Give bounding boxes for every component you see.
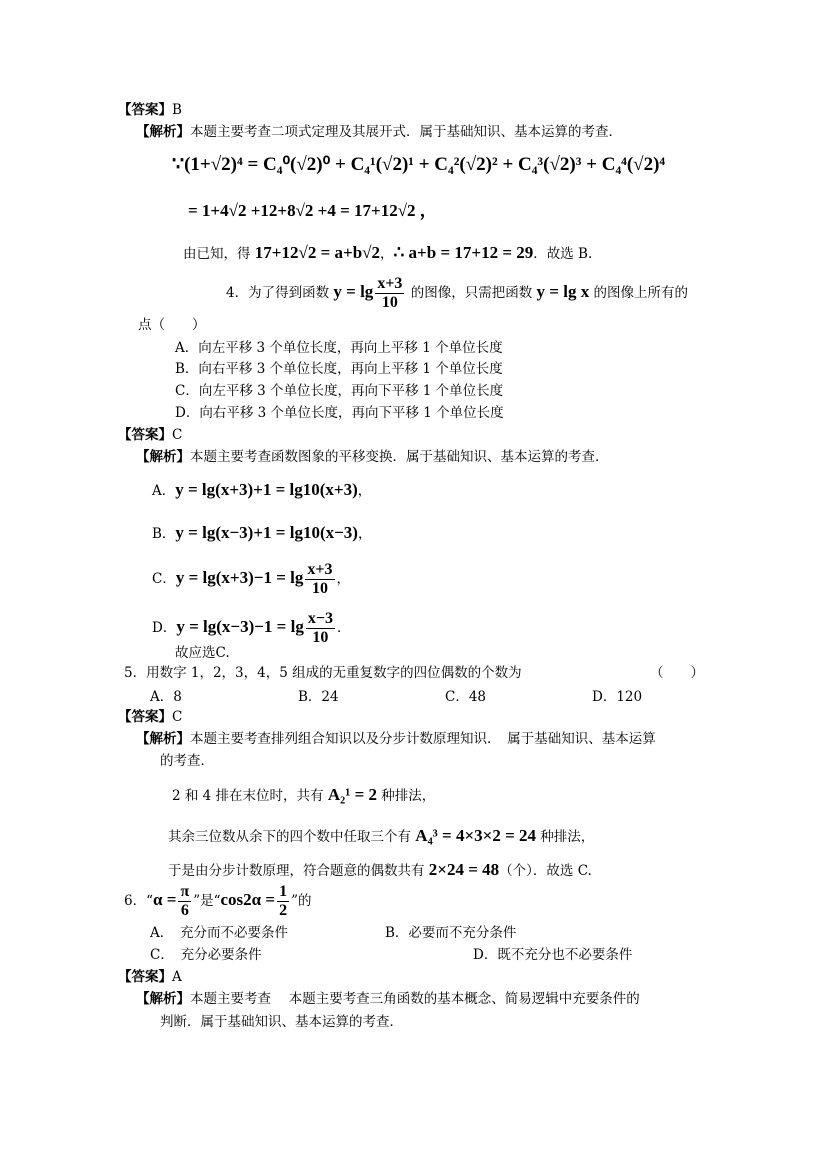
q5-option-c: C．48 [445,689,487,705]
q4-eq-d [152,607,350,648]
q3-analysis [136,122,622,142]
formula: cos2α = [220,890,276,909]
numerator: π [180,883,190,900]
formula: y = lg(x+3)−1 = lg [175,568,304,587]
label: A． [152,483,176,499]
formula: α = [153,890,177,909]
denominator: 10 [311,580,328,597]
formula: y = lg(x−3)−1 = lg [176,617,304,636]
text: 种排法， [536,829,595,845]
q6-analysis-cont: 判断．属于基础知识、基本运算的考查． [160,1014,403,1030]
q4-eq-b [152,523,371,544]
q6-option-b: B．必要而不充分条件 [385,925,517,941]
analysis-text: 本题主要考查排列组合知识以及分步计数原理知识． 属于基础知识、基本运算 [190,731,656,747]
q6-option-a: A． 充分而不必要条件 [150,925,288,941]
denominator: 10 [381,294,398,311]
answer-value: C [172,709,183,725]
q5-step-3 [168,860,592,881]
q4-option-c: C．向左平移 3 个单位长度，再向下平移 1 个单位长度 [175,383,504,399]
analysis-tag: 【解析】 [136,449,190,465]
text: 6．“ [124,893,153,909]
q4-option-d: D．向右平移 3 个单位长度，再向下平移 1 个单位长度 [175,405,504,421]
q3-formula-1: ∵(1+√2)⁴ = C₄⁰(√2)⁰ + C₄¹(√2)¹ + C₄²(√2)² + C₄³(√2)³ + C₄⁴(√2)⁴ [172,154,666,175]
text: ”的 [291,893,312,909]
q4-answer [118,425,182,445]
text: ．故选 B. [533,246,593,262]
q5-stem: 5．用数字 1，2，3，4，5 组成的无重复数字的四位偶数的个数为 [124,665,522,681]
denominator: 6 [180,902,189,919]
numerator: x+3 [307,561,333,578]
q6-answer [118,967,182,987]
formula: 17+12√2 = a+b√2 [254,243,380,262]
q4-stem [226,272,688,313]
q4-eq-c [152,558,350,599]
q3-conclusion [183,243,592,264]
text: ． [336,620,351,636]
numerator: x−3 [307,610,333,627]
label: B． [152,526,176,542]
q4-analysis [136,447,609,467]
denominator: 2 [279,902,288,919]
answer-tag: 【答案】 [118,709,172,725]
q5-step-1 [172,785,435,806]
text: 种排法， [377,788,436,804]
answer-tag: 【答案】 [118,969,172,985]
text: 2 和 4 排在末位时，共有 [172,788,328,804]
q5-analysis [136,729,656,749]
text: （个）．故选 C. [499,863,592,879]
text: ， [357,483,372,499]
q4-option-b: B．向右平移 3 个单位长度，再向上平移 1 个单位长度 [175,361,503,377]
text: 于是由分步计数原理，符合题意的偶数共有 [168,863,429,879]
analysis-tag: 【解析】 [136,124,190,140]
answer-tag: 【答案】 [118,427,172,443]
q3-answer [118,100,182,120]
q6-stem [124,880,312,921]
q4-eq-a [152,480,371,501]
analysis-text: 本题主要考查 本题主要考查三角函数的基本概念、简易逻辑中充要条件的 [190,991,640,1007]
analysis-text: 本题主要考查二项式定理及其展开式．属于基础知识、基本运算的考查． [190,124,622,140]
q3-formula-2: = 1+4√2 +12+8√2 +4 = 17+12√2 ， [188,201,437,220]
formula: ∴ a+b = 17+12 = 29 [393,243,534,262]
text: 的图像，只需把函数 [406,285,537,301]
formula: y = lg(x−3)+1 = lg10(x−3) [175,523,358,542]
text: ， [379,246,394,262]
fraction [306,610,335,647]
text: ， [357,526,372,542]
analysis-text: 本题主要考查函数图象的平移变换．属于基础知识、基本运算的考查． [190,449,609,465]
fraction [305,561,334,598]
q5-step-2 [168,826,594,847]
answer-value: C [172,427,183,443]
fraction [375,275,404,312]
answer-tag: 【答案】 [118,102,172,118]
label: C． [152,571,176,587]
numerator: 1 [279,883,288,900]
text: 其余三位数从余下的四个数中任取三个有 [168,829,416,845]
fraction [178,883,191,920]
formula: y = lg(x+3)+1 = lg10(x+3) [175,480,358,499]
text: ， [336,571,350,587]
q5-option-a: A．8 [150,689,182,705]
analysis-tag: 【解析】 [136,731,190,747]
formula: A₄³ = 4×3×2 = 24 [415,826,537,845]
q5-option-d: D．120 [592,689,643,705]
q4-conclusion: 故应选C. [175,645,230,661]
text: 由已知，得 [183,246,255,262]
q5-option-b: B．24 [298,689,339,705]
text: 4．为了得到函数 [226,285,334,301]
q5-analysis-cont: 的考查． [160,753,214,769]
analysis-tag: 【解析】 [136,991,190,1007]
q6-analysis [136,989,640,1009]
answer-value: A [172,969,182,985]
q5-paren: （ ） [650,665,704,681]
numerator: x+3 [377,275,403,292]
q6-option-d: D．既不充分也不必要条件 [473,947,633,963]
q4-stem-cont: 点（ ） [138,317,206,333]
formula: y = lg [333,282,374,301]
q4-option-a: A．向左平移 3 个单位长度，再向上平移 1 个单位长度 [175,340,503,356]
q6-option-c: C． 充分必要条件 [150,947,262,963]
label: D． [152,620,177,636]
formula: 2×24 = 48 [428,860,500,879]
answer-value: B [172,102,182,118]
formula: y = lg x [536,282,590,301]
formula: A₂¹ = 2 [327,785,378,804]
q5-answer [118,707,182,727]
text: ”是“ [193,893,221,909]
text: 的图像上所有的 [589,285,688,301]
denominator: 10 [312,629,329,646]
fraction [277,883,289,920]
